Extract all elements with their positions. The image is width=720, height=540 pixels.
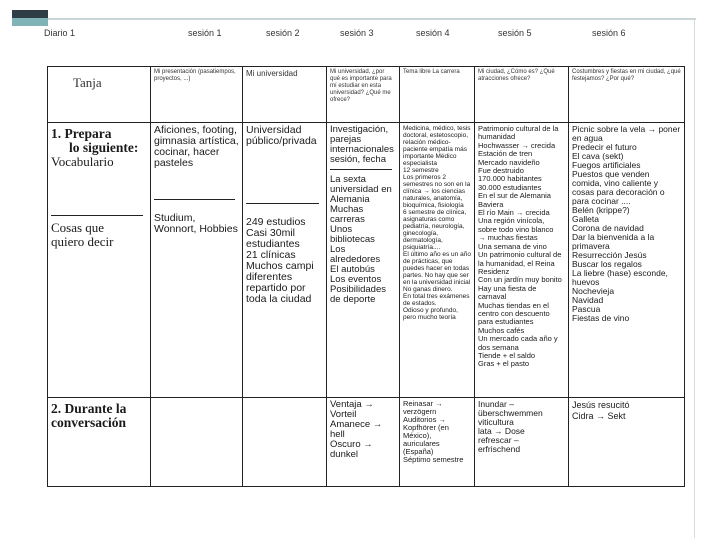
note-line: Cidra → Sekt	[572, 411, 626, 421]
session-4-during-notes	[403, 400, 471, 464]
note-line: Fue destruido	[478, 166, 524, 176]
header-cell: Mi ciudad, ¿Cómo es? ¿Qué atracciones ofrece?	[475, 67, 569, 123]
header-cell: Mi universidad	[243, 67, 327, 123]
note-line: Gras + el pasto	[478, 359, 530, 369]
during-label-cell	[48, 398, 151, 487]
session-3-vocab	[330, 125, 396, 165]
note-line: En total tres exámenes de estados.	[403, 293, 470, 307]
diary-table	[47, 66, 685, 487]
note-line: Amanece →	[330, 419, 383, 430]
note-line: Los eventos	[330, 274, 382, 285]
prepare-title	[51, 127, 147, 155]
note-line: lata → Dose	[478, 426, 525, 436]
divider	[51, 215, 143, 216]
diary-title: Diario 1	[44, 28, 76, 38]
note-line: Residenz	[478, 266, 510, 276]
slide-top-bar	[0, 0, 720, 18]
session-3-cell	[327, 123, 400, 398]
header-cell: Costumbres y fiestas en mi ciudad, ¿qué festejamos? ¿Por qué?	[569, 67, 685, 123]
note-line: Wonnort, Hobbies	[154, 223, 238, 235]
session-3-during-cell	[327, 398, 400, 487]
session-2-vocab	[246, 125, 323, 147]
note-line: Un mercado cada año y dos semana	[478, 334, 558, 352]
session-2-things	[246, 217, 323, 305]
session-3-things	[330, 175, 396, 305]
note-line: La sexta universidad en Alemania	[330, 174, 392, 205]
note-line: Una semana de vino	[478, 241, 547, 251]
note-line: überschwemmen	[478, 408, 543, 418]
during-title	[51, 402, 147, 430]
note-line: No ganas dinero.	[403, 286, 453, 293]
table-header-row	[48, 67, 685, 123]
note-line: Universidad público/privada	[246, 124, 317, 147]
note-line: Fiestas de vino	[572, 313, 630, 323]
note-line: Patrimonio cultural de la humanidad	[478, 124, 559, 142]
note-line: Muchas carreras	[330, 204, 365, 225]
prepare-title-line: lo siguiente:	[69, 140, 139, 155]
session-5-during-notes	[478, 400, 565, 454]
note-line: Muchas tiendas en el centro con descuento para estudiantes	[478, 300, 550, 327]
session-3-during-notes	[330, 400, 396, 460]
session-6-cell	[569, 123, 685, 398]
note-line: El último año es un año de prácticas, que puedes hacer en todas partes. No hay que ser en la universidad inicial	[403, 251, 471, 286]
student-name: Tanja	[73, 75, 102, 90]
note-line: Un patrimonio cultural de la humanidad, el Reina	[478, 250, 562, 268]
session-1-vocab	[154, 125, 239, 169]
during-title-line: conversación	[51, 415, 126, 430]
note-line: 30.000 estudiantes	[478, 182, 542, 192]
questions-label-line: quiero decir	[51, 234, 114, 249]
note-line: auriculares (España)	[403, 439, 440, 456]
session-4-label: sesión 4	[416, 28, 450, 38]
session-4-during-cell	[400, 398, 475, 487]
session-1-label: sesión 1	[188, 28, 222, 38]
note-line: Inundar –	[478, 399, 514, 409]
note-line: Séptimo semestre	[403, 455, 464, 464]
note-line: La liebre (hase) esconde, huevos	[572, 268, 668, 287]
note-line: erfrischend	[478, 444, 521, 454]
note-line: Medicina, médico, tesis doctoral, estetoscopio, relación médico-paciente empatía más importante Médico especialista	[403, 125, 471, 167]
session-6-during-notes	[572, 400, 681, 422]
note-line: Baviera	[478, 199, 504, 209]
note-line: → muchas fiestas	[478, 233, 538, 243]
note-line: Auditorios →	[403, 415, 446, 424]
note-line: sesión, fecha	[330, 154, 386, 165]
prepare-title-line: 1. Prepara	[51, 126, 112, 141]
note-line: Reinasar →	[403, 399, 443, 408]
vocab-label: Vocabulario	[51, 154, 114, 169]
note-line: Investigación, parejas internacionales	[330, 124, 394, 155]
note-line: El autobús	[330, 264, 375, 275]
note-line: Galleta	[572, 214, 599, 224]
prepare-row	[48, 123, 685, 398]
note-line: Jesús resucitó	[572, 400, 630, 410]
note-line: Buscar los regalos	[572, 259, 642, 269]
session-6-label: sesión 6	[592, 28, 626, 38]
session-1-cell	[151, 123, 243, 398]
header-cell: Mi presentación (pasatiempos, proyectos, ...)	[151, 67, 243, 123]
note-line: hell	[330, 429, 345, 440]
note-line: Vorteil	[330, 409, 357, 420]
note-line: viticultura	[478, 417, 514, 427]
note-line: verzögern	[403, 407, 437, 416]
header-cell: Tema libre La carrera	[400, 67, 475, 123]
note-line: 6 semestre de clínica, asignaturas como pediatría, neurología, ginecología, dermatología, psiquiatría....	[403, 209, 467, 251]
note-line: Estación de tren	[478, 149, 533, 159]
note-line: El cava (sekt)	[572, 151, 624, 161]
note-line: dunkel	[330, 449, 358, 460]
note-line: Ventaja →	[330, 399, 374, 410]
session-5-notes	[478, 125, 565, 369]
note-line: Una región vinícola, sobre todo vino blanco	[478, 216, 554, 234]
note-line: Oscuro →	[330, 439, 373, 450]
session-6-during-cell	[569, 398, 685, 487]
questions-label	[51, 221, 147, 249]
note-line: Muchos cafés	[478, 325, 525, 335]
note-line: Los primeros 2 semestres no son en la clínica → los ciencias naturales, anatomía, bioquímica, fisiología	[403, 174, 471, 209]
note-line: En el sur de Alemania	[478, 191, 551, 201]
name-cell	[48, 67, 151, 123]
note-line: Muchos campi diferentes repartido por toda la ciudad	[246, 260, 314, 305]
during-title-line: 2. Durante la	[51, 401, 127, 416]
note-line: 21 clínicas	[246, 249, 296, 261]
note-line: Fuegos artificiales	[572, 160, 641, 170]
note-line: Aficiones, footing, gimnasia artística, cocinar, hacer pasteles	[154, 124, 239, 169]
session-2-during-cell	[243, 398, 327, 487]
note-line: El río Main → crecida	[478, 208, 550, 218]
note-line: Posibilidades de deporte	[330, 284, 386, 305]
note-line: Los alrededores	[330, 244, 381, 265]
header-cell: Mi universidad, ¿por qué es importante para mí estudiar en esta universidad? ¿Qué me ofrece?	[327, 67, 400, 123]
session-5-cell	[475, 123, 569, 398]
session-6-notes	[572, 125, 681, 323]
session-2-cell	[243, 123, 327, 398]
note-line: Nochevieja	[572, 286, 615, 296]
divider	[246, 203, 319, 204]
note-line: Mercado navideño	[478, 157, 540, 167]
session-5-during-cell	[475, 398, 569, 487]
session-3-label: sesión 3	[340, 28, 374, 38]
note-line: Navidad	[572, 295, 604, 305]
prepare-label-cell	[48, 123, 151, 398]
session-4-notes	[403, 125, 471, 321]
note-line: Studium,	[154, 212, 196, 224]
note-line: 170.000 habitantes	[478, 174, 542, 184]
note-line: Kopfhörer (en México),	[403, 423, 449, 440]
note-line: Hay una fiesta de carnaval	[478, 283, 537, 302]
note-line: Con un jardín muy bonito	[478, 275, 562, 285]
accent-block-dark	[12, 10, 48, 18]
note-line: Unos bibliotecas	[330, 224, 375, 245]
divider	[154, 199, 235, 200]
note-line: Odioso y profundo, pero mucho teoría	[403, 307, 458, 321]
note-line: Picnic sobre la vela → poner en agua	[572, 124, 681, 143]
note-line: Hochwasser → crecida	[478, 140, 556, 150]
session-2-label: sesión 2	[266, 28, 300, 38]
session-4-cell	[400, 123, 475, 398]
divider	[330, 169, 392, 170]
note-line: Predecir el futuro	[572, 142, 637, 152]
note-line: Belén (krippe?)	[572, 205, 630, 215]
session-header-row	[40, 28, 690, 42]
note-line: Corona de navidad	[572, 223, 644, 233]
session-1-during-cell	[151, 398, 243, 487]
note-line: 12 semestre	[403, 167, 439, 174]
note-line: Casi 30mil estudiantes	[246, 227, 300, 250]
session-5-label: sesión 5	[498, 28, 532, 38]
note-line: Dar la bienvenida a la primavera	[572, 232, 655, 251]
note-line: Resurrección Jesús	[572, 250, 647, 260]
note-line: Tiende + el saldo	[478, 350, 536, 360]
note-line: Pascua	[572, 304, 601, 314]
note-line: 249 estudios	[246, 216, 306, 228]
note-line: refrescar –	[478, 435, 519, 445]
during-row	[48, 398, 685, 487]
session-1-things	[154, 213, 239, 235]
note-line: Puestos que venden comida, vino caliente y cosas para decoración o para cocinar ....	[572, 169, 665, 206]
questions-label-line: Cosas que	[51, 220, 105, 235]
